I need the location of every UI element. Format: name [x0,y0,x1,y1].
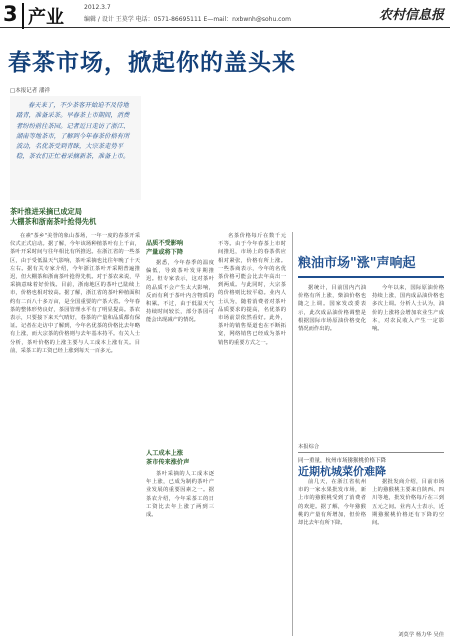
column-2-heading-2 [146,450,214,467]
lead-paragraph: 春天来了，不少茶客开始迫不及待地踏青，准备采茶。早春茶上市期间，消费者纷纷前往茶园。记者近日走访了浙江、湖南等地茶市，了解到今年春茶价格有所波动，名优茶受到青睐，大宗茶走势平稳，茶农们正忙着采摘新茶，准备上市。 [10,96,141,200]
column-1 [10,232,140,632]
section-divider [298,452,444,453]
kiwi-subtitle: 同一重量，杭州市场猕猴桃价格下降 [298,458,387,464]
column-4 [298,284,366,446]
main-headline: 春茶市场，掀起你的盖头来 [8,50,296,76]
section-name: 产业 [22,3,64,29]
byline: □本报记者 潘祥 [10,88,50,94]
column-divider [292,232,293,636]
source-note: 本报综合 [298,444,320,450]
column-2-heading [146,240,214,257]
column-5-text: 今年以来，国际原油价格持续上涨，国内成品油价格也多次上调。分析人士认为，油价的上涨将会增加农业生产成本，对农民收入产生一定影响。 [372,285,444,333]
sub-heading-text: 茶叶推进采摘已成定局 大棚茶和浙南茶叶抢得先机 [10,207,97,226]
column-5 [372,284,444,446]
column-1-text: 在素"茶乡"美誉的象山茶场，一年一度的春茶开采仪式正式启动。据了解，今年该场种植茶叶有上千亩，茶叶开采时间与往年相比有所推迟。在浙江省的一些茶区，由于受低温天气影响，茶叶采摘也比往年晚了十天左右。据有关专家介绍，今年浙江茶叶开采期普遍推迟，但大棚茶和浙南茶叶抢得先机。对于茶农来说，早采摘意味着好价钱。目前，浙南地区的茶叶已陆续上市，价格也相对较高。据了解，浙江省的茶叶种植面积约有二百八十多万亩，是全国重要的产茶大省。今年春茶的整体形势良好，茶园管理水平有了明显提高。茶农表示，只要接下来天气晴好，春茶的产量和品质都有保证。记者在走访中了解到，今年名优茶的价格比去年略有上涨，而大宗茶的价格则与去年基本持平。有关人士分析，茶叶价格的上涨主要与人工成本上涨有关。目前，采茶工的工资已经上涨到每天一百多元。 [10,233,140,354]
masthead: 农村信息报 [378,8,444,23]
vegetable-price-title: 近期杭城菜价难降 [298,465,386,478]
column-2-heading-text: 品质不受影响 产量或将下降 [146,240,184,256]
column-6-text: 前几天，在浙江省杭州市的一家水果批发市场，新上市的猕猴桃受到了消费者的欢迎。据了解，今年猕猴桃的产量有所增加，但价格却比去年有所下降。 [298,479,366,527]
column-6 [298,478,366,638]
column-4-text: 据统计，目前国内汽油价格有所上涨，柴油价格也随之上调。国家发改委表示，此次成品油价格调整是根据国际市场原油价格变化情况而作出的。 [298,285,366,333]
column-2-bottom [146,470,214,636]
column-2-heading-2-text: 人工成本上涨 茶市传来涨价声 [146,450,190,466]
sub-heading [10,207,145,227]
issue-date: 2012.3.7 [84,4,111,11]
column-2-text-2: 茶叶采摘的人工成本逐年上涨，已成为制约茶叶产业发展的重要因素之一。据茶农介绍，今年采茶工的日工资比去年上涨了两到三成。 [146,471,214,519]
column-3 [218,232,286,632]
editor-line: 编辑 / 设计 王莫学 电话：0571-86695111 E—mail：nxbwnh@sohu.com [84,16,291,23]
title-underline [298,276,444,278]
column-7-text: 据批发商介绍，目前市场上的猕猴桃主要来自陕西、四川等地，批发价格每斤在三到五元之间。业内人士表示，近期猕猴桃价格还有下降的空间。 [372,479,444,527]
section-number: 3 [3,2,18,26]
oil-market-title: 粮油市场"涨"声响起 [298,256,416,271]
page-header [0,0,450,28]
column-3-text: 名茶价格每斤在数千元不等。由于今年春茶上市时间推迟，市场上的春茶供应相对紧张，价格有所上涨。一些茶商表示，今年的名优茶价格可能会比去年高出一到两成。与此同时，大宗茶的价格则比较平稳。业内人士认为，随着消费者对茶叶品质要求的提高，名优茶的市场前景依然看好。此外，茶叶的销售渠道也在不断拓宽，网络销售已经成为茶叶销售的重要方式之一。 [218,233,286,346]
column-7 [372,478,444,638]
column-2-text: 据悉，今年春季的温度偏低，导致茶叶发芽期推迟。但专家表示，这对茶叶的品质不会产生太大影响，反而有利于茶叶内含物质的积累。不过，由于低温天气持续时间较长，部分茶园可能会出现减产的情况。 [146,260,214,324]
reporter-signature: 刘莫学 杨力华 吴佳 [398,632,444,638]
column-2-top [146,259,214,439]
